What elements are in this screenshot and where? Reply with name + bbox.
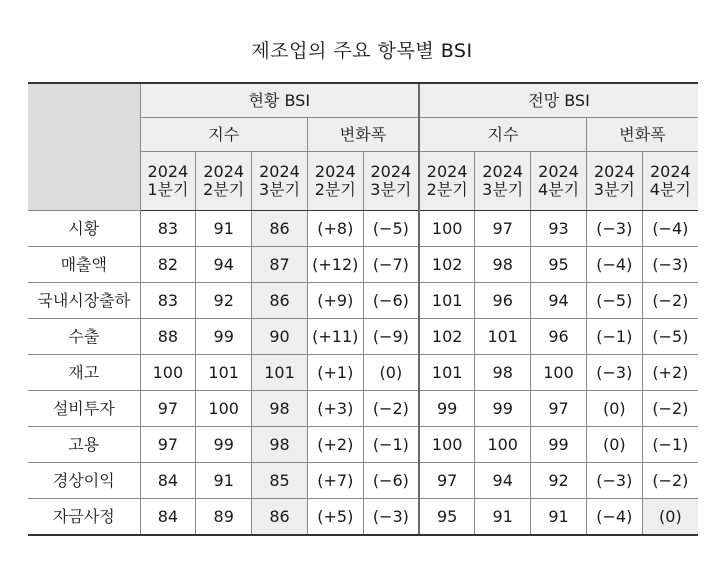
table-cell: (+7) (307, 463, 363, 499)
table-cell: (−5) (642, 319, 698, 355)
table-cell: 83 (140, 283, 196, 319)
group-header-outlook: 전망 BSI (419, 83, 698, 118)
table-cell: 101 (419, 355, 475, 391)
column-header-quarter: 3분기 (258, 180, 301, 199)
column-header-year: 2024 (147, 162, 189, 181)
table-cell: (−3) (363, 499, 419, 536)
table-cell: 92 (196, 283, 252, 319)
column-header (363, 152, 419, 211)
table-cell: (−4) (642, 211, 698, 247)
table-cell: (−2) (642, 463, 698, 499)
subgroup-header-index: 지수 (140, 118, 307, 152)
table-cell: 97 (531, 391, 587, 427)
column-header (140, 152, 196, 211)
column-header-year: 2024 (538, 162, 579, 181)
table-cell: (0) (586, 427, 642, 463)
table-cell: 84 (140, 463, 196, 499)
table-cell: 86 (252, 283, 308, 319)
table-cell: 82 (140, 247, 196, 283)
table-cell: 97 (140, 391, 196, 427)
table-cell: 98 (252, 427, 308, 463)
column-header (252, 152, 308, 211)
column-header (196, 152, 252, 211)
group-header-current: 현황 BSI (140, 83, 419, 118)
column-header-year: 2024 (259, 162, 300, 181)
table-cell: 99 (531, 427, 587, 463)
table-row (28, 319, 698, 355)
table-cell: 102 (419, 247, 475, 283)
table-cell: 91 (196, 463, 252, 499)
table-cell: (+5) (307, 499, 363, 536)
table-cell: 91 (196, 211, 252, 247)
column-header-year: 2024 (426, 162, 468, 181)
table-cell: 100 (531, 355, 587, 391)
row-label: 경상이익 (28, 463, 140, 499)
table-cell: 102 (419, 319, 475, 355)
table-cell: (−3) (586, 463, 642, 499)
column-header-quarter: 4분기 (649, 180, 691, 199)
table-cell: 91 (531, 499, 587, 536)
table-cell: 99 (419, 391, 475, 427)
table-cell: 85 (252, 463, 308, 499)
table-cell: 101 (196, 355, 252, 391)
table-cell: 96 (475, 283, 531, 319)
table-cell: (−6) (363, 283, 419, 319)
table-cell: 100 (419, 211, 475, 247)
table-cell: 101 (475, 319, 531, 355)
table-cell: (−9) (363, 319, 419, 355)
column-header-year: 2024 (203, 162, 245, 181)
table-cell: 99 (196, 427, 252, 463)
row-label: 재고 (28, 355, 140, 391)
column-header-quarter: 3분기 (593, 180, 635, 199)
table-cell: 86 (252, 211, 308, 247)
column-header-year: 2024 (370, 162, 412, 181)
column-header (531, 152, 587, 211)
table-cell: (−1) (363, 427, 419, 463)
table-cell: 87 (252, 247, 308, 283)
row-label: 자금사정 (28, 499, 140, 536)
table-cell: 100 (475, 427, 531, 463)
table-cell: 90 (252, 319, 308, 355)
bsi-table (28, 82, 698, 536)
table-cell: 97 (419, 463, 475, 499)
table-row (28, 391, 698, 427)
column-header-quarter: 2분기 (426, 180, 468, 199)
table-cell: 95 (419, 499, 475, 536)
subgroup-header-change: 변화폭 (586, 118, 698, 152)
column-header-year: 2024 (482, 162, 524, 181)
table-cell: (0) (642, 499, 698, 536)
table-cell: (−5) (586, 283, 642, 319)
table-cell: 86 (252, 499, 308, 536)
table-cell: 100 (196, 391, 252, 427)
table-cell: (+3) (307, 391, 363, 427)
table-cell: 83 (140, 211, 196, 247)
subgroup-header-change: 변화폭 (307, 118, 419, 152)
column-header-quarter: 2분기 (203, 180, 245, 199)
table-cell: (+2) (642, 355, 698, 391)
table-row (28, 283, 698, 319)
column-header (419, 152, 475, 211)
subgroup-header-index: 지수 (419, 118, 586, 152)
table-cell: (+2) (307, 427, 363, 463)
table-row (28, 247, 698, 283)
table-cell: (−5) (363, 211, 419, 247)
table-row (28, 427, 698, 463)
table-title: 제조업의 주요 항목별 BSI (251, 40, 473, 62)
column-header-quarter: 2분기 (314, 180, 356, 199)
table-cell: (−1) (642, 427, 698, 463)
table-cell: 94 (531, 283, 587, 319)
table-cell: 100 (140, 355, 196, 391)
table-cell: 99 (475, 391, 531, 427)
column-header (642, 152, 698, 211)
table-row (28, 499, 698, 536)
table-cell: 96 (531, 319, 587, 355)
table-cell: 89 (196, 499, 252, 536)
row-label: 매출액 (28, 247, 140, 283)
column-header-quarter: 4분기 (537, 180, 580, 199)
table-cell: 95 (531, 247, 587, 283)
table-cell: (+1) (307, 355, 363, 391)
table-cell: (−3) (586, 211, 642, 247)
table-cell: 100 (419, 427, 475, 463)
column-header-year: 2024 (314, 162, 356, 181)
table-cell: 101 (252, 355, 308, 391)
table-cell: (0) (363, 355, 419, 391)
row-label: 수출 (28, 319, 140, 355)
table-cell: 88 (140, 319, 196, 355)
table-cell: 91 (475, 499, 531, 536)
column-header-quarter: 1분기 (147, 180, 189, 199)
table-cell: (−4) (586, 247, 642, 283)
table-row (28, 355, 698, 391)
table-cell: (−2) (642, 391, 698, 427)
table-cell: 98 (475, 247, 531, 283)
table-cell: 93 (531, 211, 587, 247)
table-cell: (−1) (586, 319, 642, 355)
table-cell: 98 (475, 355, 531, 391)
column-header-quarter: 3분기 (370, 180, 412, 199)
column-header-year: 2024 (593, 162, 635, 181)
column-header (475, 152, 531, 211)
corner-cell (28, 83, 140, 211)
column-header-year: 2024 (649, 162, 691, 181)
table-cell: (−2) (642, 283, 698, 319)
table-cell: 97 (475, 211, 531, 247)
table-cell: 94 (196, 247, 252, 283)
table-cell: 101 (419, 283, 475, 319)
row-label: 고용 (28, 427, 140, 463)
table-cell: (+8) (307, 211, 363, 247)
table-row (28, 211, 698, 247)
row-label: 설비투자 (28, 391, 140, 427)
column-header (586, 152, 642, 211)
table-cell: (+9) (307, 283, 363, 319)
table-cell: 92 (531, 463, 587, 499)
table-cell: (0) (586, 391, 642, 427)
table-cell: 84 (140, 499, 196, 536)
table-cell: (−6) (363, 463, 419, 499)
table-cell: (−3) (642, 247, 698, 283)
table-cell: (−2) (363, 391, 419, 427)
table-cell: (+12) (307, 247, 363, 283)
table-cell: 97 (140, 427, 196, 463)
table-cell: 98 (252, 391, 308, 427)
table-cell: (−4) (586, 499, 642, 536)
table-cell: (−3) (586, 355, 642, 391)
row-label: 국내시장출하 (28, 283, 140, 319)
column-header-quarter: 3분기 (482, 180, 524, 199)
table-cell: 94 (475, 463, 531, 499)
table-cell: (+11) (307, 319, 363, 355)
row-label: 시황 (28, 211, 140, 247)
table-cell: 99 (196, 319, 252, 355)
column-header (307, 152, 363, 211)
table-cell: (−7) (363, 247, 419, 283)
table-row (28, 463, 698, 499)
